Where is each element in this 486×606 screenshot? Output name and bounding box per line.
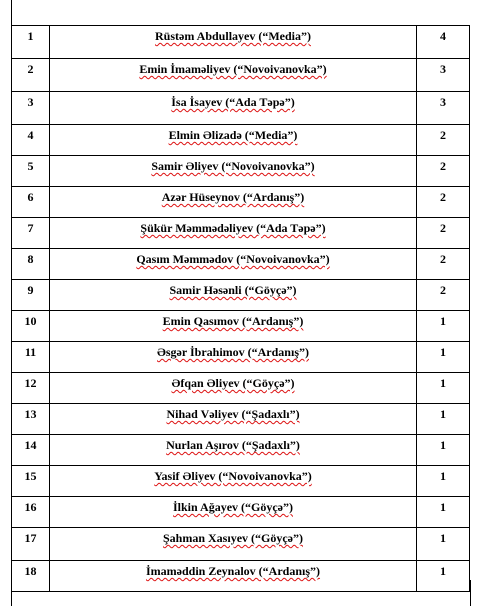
rank-cell: 10 xyxy=(12,311,50,342)
goals-cell: 1 xyxy=(417,311,470,342)
table-row xyxy=(12,435,470,466)
player-name: Yasif Əliyev (“Novoivanovka”) xyxy=(154,469,312,483)
player-name: Emin Qasımov (“Ardanış”) xyxy=(162,314,304,328)
goals-cell: 1 xyxy=(417,497,470,528)
rank-cell: 2 xyxy=(12,59,50,92)
rank-cell: 18 xyxy=(12,561,50,592)
rank-cell: 15 xyxy=(12,466,50,497)
table-row xyxy=(12,187,470,218)
rank-cell: 17 xyxy=(12,528,50,561)
rank-cell: 9 xyxy=(12,280,50,311)
table-row xyxy=(12,156,470,187)
player-cell xyxy=(50,311,417,342)
player-name: Rüstəm Abdullayev (“Media”) xyxy=(155,29,311,43)
table-row xyxy=(12,26,470,59)
goals-cell: 2 xyxy=(417,280,470,311)
table-row xyxy=(12,342,470,373)
player-name: İlkin Ağayev (“Göyçə”) xyxy=(173,500,293,514)
table-row xyxy=(12,59,470,92)
player-name: Əsgər İbrahimov (“Ardanış”) xyxy=(157,345,309,359)
player-cell xyxy=(50,156,417,187)
player-cell xyxy=(50,249,417,280)
table-row xyxy=(12,249,470,280)
scorers-table-body xyxy=(12,26,470,592)
goals-cell: 1 xyxy=(417,342,470,373)
player-cell xyxy=(50,342,417,373)
goals-cell: 4 xyxy=(417,26,470,59)
player-name: Samir Həsənli (“Göyçə”) xyxy=(169,283,297,297)
player-name: Elmin Əlizadə (“Media”) xyxy=(168,128,298,142)
player-name: Azər Hüseynov (“Ardanış”) xyxy=(161,190,305,204)
rank-cell: 11 xyxy=(12,342,50,373)
player-cell xyxy=(50,280,417,311)
rank-cell: 8 xyxy=(12,249,50,280)
table-row xyxy=(12,280,470,311)
rank-cell: 1 xyxy=(12,26,50,59)
table-row xyxy=(12,528,470,561)
rank-cell: 7 xyxy=(12,218,50,249)
player-cell xyxy=(50,26,417,59)
rank-cell: 4 xyxy=(12,125,50,156)
rank-cell: 12 xyxy=(12,373,50,404)
player-name: Şahman Xasıyev (“Göyçə”) xyxy=(163,531,303,545)
table-row xyxy=(12,466,470,497)
player-cell xyxy=(50,92,417,125)
player-cell xyxy=(50,466,417,497)
table-row xyxy=(12,218,470,249)
scorers-table xyxy=(11,25,470,592)
player-name: Qasım Məmmədov (“Novoivanovka”) xyxy=(136,252,330,266)
player-cell xyxy=(50,404,417,435)
goals-cell: 1 xyxy=(417,528,470,561)
goals-cell: 3 xyxy=(417,59,470,92)
player-cell xyxy=(50,435,417,466)
player-cell xyxy=(50,187,417,218)
goals-cell: 2 xyxy=(417,187,470,218)
table-bottom-stub xyxy=(11,580,471,606)
table-row xyxy=(12,125,470,156)
player-cell xyxy=(50,373,417,404)
table-row xyxy=(12,497,470,528)
player-name: Samir Əliyev (“Novoivanovka”) xyxy=(151,159,315,173)
player-cell xyxy=(50,59,417,92)
player-name: Nihad Vəliyev (“Şadaxlı”) xyxy=(166,407,300,421)
player-name: İsa İsayev (“Ada Təpə”) xyxy=(171,95,295,109)
player-cell xyxy=(50,218,417,249)
goals-cell: 2 xyxy=(417,125,470,156)
rank-cell: 16 xyxy=(12,497,50,528)
player-cell xyxy=(50,497,417,528)
table-row xyxy=(12,92,470,125)
table-row xyxy=(12,311,470,342)
rank-cell: 14 xyxy=(12,435,50,466)
goals-cell: 3 xyxy=(417,92,470,125)
goals-cell: 2 xyxy=(417,218,470,249)
goals-cell: 1 xyxy=(417,561,470,592)
table-row xyxy=(12,373,470,404)
goals-cell: 1 xyxy=(417,435,470,466)
goals-cell: 2 xyxy=(417,249,470,280)
rank-cell: 6 xyxy=(12,187,50,218)
goals-cell: 1 xyxy=(417,404,470,435)
rank-cell: 3 xyxy=(12,92,50,125)
player-name: Şükür Məmmədəliyev (“Ada Təpə”) xyxy=(140,221,326,235)
rank-cell: 13 xyxy=(12,404,50,435)
rank-cell: 5 xyxy=(12,156,50,187)
player-cell xyxy=(50,528,417,561)
table-row xyxy=(12,404,470,435)
player-name: Əfqan Əliyev (“Göyçə”) xyxy=(171,376,295,390)
player-name: Nurlan Aşırov (“Şadaxlı”) xyxy=(166,438,300,452)
goals-cell: 1 xyxy=(417,466,470,497)
player-name: İmaməddin Zeynalov (“Ardanış”) xyxy=(145,564,321,578)
goals-cell: 1 xyxy=(417,373,470,404)
player-name: Emin İmaməliyev (“Novoivanovka”) xyxy=(139,62,327,76)
player-cell xyxy=(50,125,417,156)
goals-cell: 2 xyxy=(417,156,470,187)
